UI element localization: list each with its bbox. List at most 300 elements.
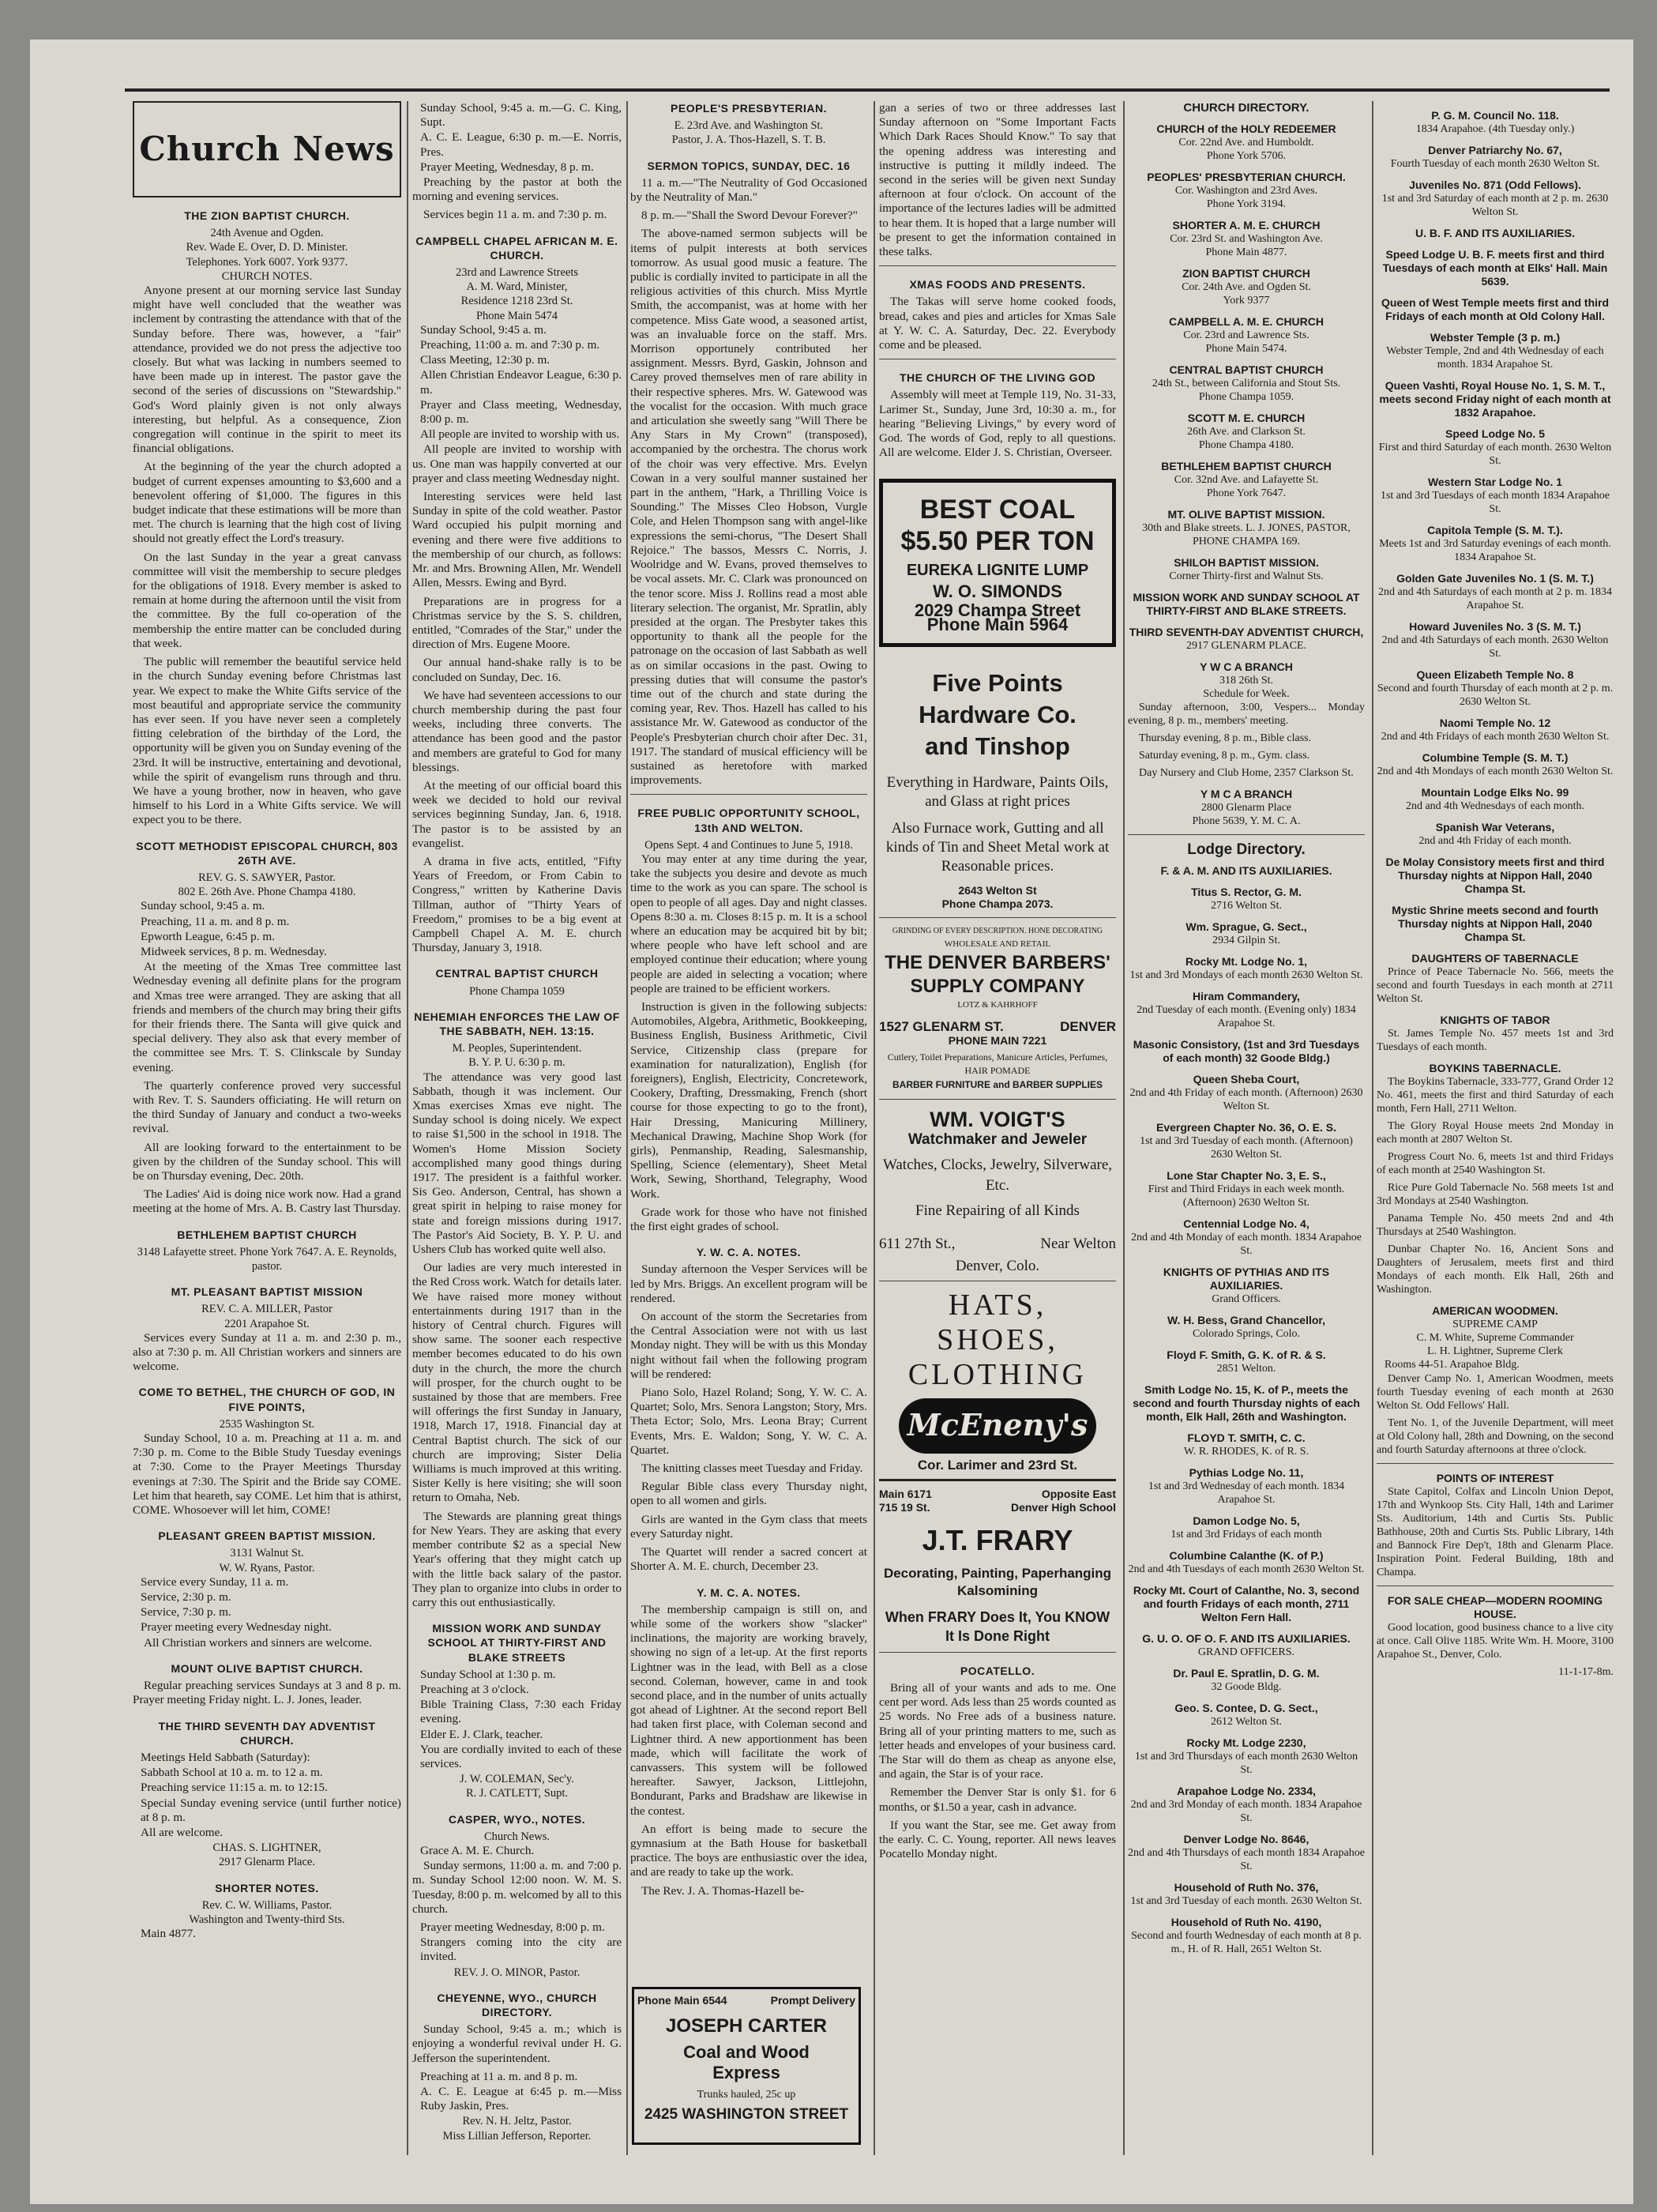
- church-entry-name: CHURCH of the HOLY REDEEMER: [1156, 122, 1336, 135]
- lecture-para: gan a series of two or three addresses last Sunday afternoon on "Some Important Facts Which Dark Races Should Know." To say that the opening address was interesting and instructive is putting it mildly indeed. The second in the series will be given next Sunday afternoon at four o'clock. On account of the importance of the lectures ladies will be admitted to hear them. It is hoped that a large number will be present to get the information contained in these talks.: [879, 101, 1116, 259]
- ywca-branch-addr: 318 26th St.: [1219, 675, 1274, 687]
- church-entry-phone: Phone Champa 1059.: [1198, 391, 1294, 403]
- mission-sched: Elder E. J. Clark, teacher.: [420, 1727, 543, 1741]
- lodge-entry-name: Rocky Mt. Lodge No. 1,: [1185, 955, 1307, 968]
- shorter-addr: Washington and Twenty-third Sts.: [189, 1913, 345, 1926]
- frary-services: Decorating, Painting, Paperhanging Kalsomining: [883, 1565, 1112, 1598]
- kp-entry-name: Columbine Calanthe (K. of P.): [1169, 1549, 1324, 1562]
- nehemiah-line: M. Peoples, Superintendent.: [452, 1042, 582, 1055]
- sale-para: Good location, good business chance to a live city at once. Call Olive 1185. Write Wm. H. Moore, 3100 Arapahoe St., Denver, Colo.: [1377, 1622, 1614, 1661]
- coal-dealer: W. O. SIMONDS: [933, 581, 1062, 601]
- church-entry-name: SCOTT M. E. CHURCH: [1187, 412, 1306, 424]
- ubf-entry-detail: Meets 1st and 3rd Saturday evenings of each month. 1834 Arapahoe St.: [1379, 538, 1611, 563]
- kp-entry-name: Rocky Mt. Court of Calanthe, No. 3, second and fourth Fridays of each month, 2711 Welton Fern Hall.: [1133, 1584, 1360, 1623]
- adventist-sched: Special Sunday evening service (until further notice) at 8 p. m.: [141, 1796, 401, 1824]
- ymca-para: The Rev. J. A. Thomas-Hazell be-: [641, 1883, 805, 1898]
- ubf-entry-name: Howard Juveniles No. 3 (S. M. T.): [1409, 620, 1581, 633]
- woodmen-line: Tent No. 1, of the Juvenile Department, will meet at Old Colony hall, 28th and Downing, on the second and fourth Saturday afternoons at three o'clock.: [1377, 1417, 1614, 1456]
- barbers-line: Cutlery, Toilet Preparations, Manicure Articles, Perfumes, HAIR POMADE: [887, 1051, 1108, 1077]
- mission-sign: R. J. CATLETT, Supt.: [465, 1787, 569, 1800]
- xmas-heading: XMAS FOODS AND PRESENTS.: [909, 278, 1086, 292]
- hardware-ad: [879, 668, 1116, 911]
- mceneny-line: HATS,: [948, 1288, 1047, 1322]
- adventist-heading: THE THIRD SEVENTH DAY ADVENTIST CHURCH.: [158, 1719, 376, 1747]
- kp-entry-detail: 2nd and 4th Tuesdays of each month 2630 Welton St.: [1128, 1563, 1365, 1575]
- campbell-para: A drama in five acts, entitled, "Fifty Years of Freedom, or From Cabin to Congress," written by Katherine Davis Tillman, author of "Thirty Years of Freedom," promises to be a big event at Campbell Chapel A. M. E. church Thursday, January 3, 1918.: [412, 854, 622, 955]
- mceneny-addr: Cor. Larimer and 23rd St.: [917, 1457, 1078, 1473]
- carter-name: JOSEPH CARTER: [665, 2015, 828, 2037]
- lodge-list: [1128, 886, 1365, 1258]
- woodmen-line: Rooms 44-51. Arapahoe Bldg.: [1385, 1359, 1520, 1371]
- ywca-branch-line: Thursday evening, 8 p. m., Bible class.: [1139, 732, 1312, 744]
- pocatello-heading: POCATELLO.: [960, 1664, 1035, 1677]
- barbers-ad: [879, 924, 1116, 1092]
- barbers-owners: LOTZ & KAHRHOFF: [957, 1000, 1038, 1010]
- church-entry-phone: Phone Main 4877.: [1205, 246, 1287, 258]
- divider: [879, 1099, 1116, 1100]
- casper-heading: CASPER, WYO., NOTES.: [448, 1812, 586, 1826]
- school-opens: Opens Sept. 4 and Continues to June 5, 1918.: [644, 838, 853, 852]
- kp-entry-detail: 1st and 3rd Wednesday of each month. 1834 Arapahoe St.: [1148, 1480, 1345, 1506]
- woodmen-camp: SUPREME CAMP: [1452, 1319, 1538, 1330]
- zion-addr: 24th Avenue and Ogden.: [210, 227, 324, 240]
- church-entry-detail: 30th and Blake streets. L. J. JONES, PASTOR, PHONE CHAMPA 169.: [1142, 522, 1351, 547]
- hardware-line: Hardware Co.: [919, 701, 1076, 729]
- xmas-para: The Takas will serve home cooked foods, bread, cakes and pies and articles for Xmas Sale at Y. W. C. A. Saturday, Dec. 22. Everybody come and be pleased.: [879, 295, 1116, 352]
- kp-entry-name: Floyd F. Smith, G. K. of R. & S.: [1167, 1349, 1326, 1361]
- scott-sched: Sunday school, 9:45 a. m.: [141, 899, 265, 913]
- boykins-para: The Glory Royal House meets 2nd Monday in each month at 2807 Welton St.: [1377, 1120, 1614, 1146]
- ywca-para: Regular Bible class every Thursday night, open to all women and girls.: [630, 1480, 867, 1508]
- ywca-para: Girls are wanted in the Gym class that meets every Saturday night.: [630, 1512, 867, 1540]
- church-directory-title: CHURCH DIRECTORY.: [1183, 101, 1309, 115]
- church-entry-name: ZION BAPTIST CHURCH: [1182, 267, 1310, 280]
- campbell-minister: A. M. Ward, Minister,: [466, 280, 568, 294]
- frary-phone: Main 6171: [879, 1487, 932, 1500]
- column-divider: [1123, 101, 1125, 2155]
- ubf-entry-detail: First and third Saturday of each month. 2630 Welton St.: [1378, 442, 1612, 467]
- shorter-sched: A. C. E. League, 6:30 p. m.—E. Norris, Pres.: [420, 130, 622, 159]
- divider: [879, 917, 1116, 918]
- guoof-entry-name: Arapahoe Lodge No. 2334,: [1177, 1785, 1316, 1797]
- hardware-line: and Tinshop: [925, 732, 1070, 761]
- bethel-addr: 2535 Washington St.: [219, 1417, 315, 1431]
- scott-para: All are looking forward to the entertainment to be given by the children of the Sunday school. This will be on Thursday evening, Dec. 20th.: [133, 1140, 401, 1183]
- kp-list: [1128, 1314, 1365, 1624]
- bethlehem-heading: BETHLEHEM BAPTIST CHURCH: [177, 1228, 357, 1241]
- church-entry-phone: Phone York 5706.: [1206, 150, 1287, 162]
- guoof-entry-detail: 2nd and 4th Thursdays of each month 1834 Arapahoe St.: [1128, 1847, 1365, 1872]
- cheyenne-heading: CHEYENNE, WYO., CHURCH DIRECTORY.: [437, 1991, 597, 2018]
- column-5: [1128, 101, 1365, 2155]
- scott-heading: SCOTT METHODIST EPISCOPAL CHURCH, 803 26TH AVE.: [136, 839, 398, 867]
- cheyenne-para: Sunday School, 9:45 a. m.; which is enjoying a wonderful revival under H. G. Jefferson the superintendent.: [412, 2022, 622, 2065]
- olive-para: Regular preaching services Sundays at 3 and 8 p. m. Prayer meeting Friday night. L. J. Jones, leader.: [133, 1679, 401, 1707]
- coal-addr: 2029 Champa Street: [914, 600, 1081, 620]
- kp-entry-detail: W. R. RHODES, K. of R. S.: [1183, 1446, 1309, 1458]
- campbell-res: Residence 1218 23rd St.: [460, 295, 573, 308]
- guoof-grand: GRAND OFFICERS.: [1197, 1646, 1295, 1658]
- boykins-para: Progress Court No. 6, meets 1st and third Fridays of each month at 2540 Washington St.: [1377, 1151, 1614, 1176]
- carter-ad: [632, 1987, 861, 2145]
- lodge-entry-detail: First and Third Fridays in each week month. (Afternoon) 2630 Welton St.: [1148, 1183, 1345, 1209]
- points-para: State Capitol, Colfax and Lincoln Union Depot, 17th and Wynkoop Sts. City Hall, 14th and Larimer Sts. Auditorium, 14th and Curtis Sts. Public Bathhouse, 20th and Curtis Sts. Public Library, 14th and Bannock Fire Dep't, 18th and Glenarm Place. Inspiration Point. Federal Building, 18th and Champa.: [1377, 1486, 1614, 1578]
- kp-entry-detail: 2851 Welton.: [1216, 1363, 1276, 1375]
- scott-sched: Midweek services, 8 p. m. Wednesday.: [141, 944, 327, 958]
- boykins-para: Rice Pure Gold Tabernacle No. 568 meets 1st and 3rd Mondays at 2540 Washington.: [1377, 1182, 1614, 1207]
- pleasant-addr: 2201 Arapahoe St.: [224, 1317, 310, 1330]
- church-entry-name: BETHLEHEM BAPTIST CHURCH: [1161, 460, 1332, 472]
- column-divider: [874, 101, 875, 2155]
- tabor-para: St. James Temple No. 457 meets 1st and 3rd Tuesdays of each month.: [1377, 1028, 1614, 1053]
- zion-heading: THE ZION BAPTIST CHURCH.: [184, 209, 350, 222]
- divider: [879, 265, 1116, 266]
- divider: [630, 794, 867, 795]
- church-entry-detail: Corner Thirty-first and Walnut Sts.: [1169, 570, 1324, 582]
- points-heading: POINTS OF INTEREST: [1436, 1472, 1554, 1484]
- ubf-entry-detail: Webster Temple, 2nd and 4th Wednesday of each month. 1834 Arapahoe St.: [1386, 345, 1604, 371]
- peoples-addr: E. 23rd Ave. and Washington St.: [674, 119, 824, 133]
- coal-ad: [879, 479, 1116, 647]
- ubf-entry-name: Naomi Temple No. 12: [1439, 717, 1551, 729]
- guoof-entry-detail: 2nd and 3rd Monday of each month. 1834 Arapahoe St.: [1130, 1799, 1362, 1824]
- zion-para: Anyone present at our morning service last Sunday might have well concluded that the weather was inclement by contrasting the attendance with that of the Sunday before. There was, however, a "fair" attendance, provided we do not press the adjective too closely. But what was lacking in numbers seemed to have been made up in interest. The pastor gave the second of the series of discussions on "Stewardship." God's Word plainly given is not only always interesting, but helpful. As a consequence, Zion congregation will continue in the spirit to meet its financial obligations.: [133, 284, 401, 456]
- peoples-pastor: Pastor, J. A. Thos-Hazell, S. T. B.: [671, 134, 826, 147]
- ywca-para: On account of the storm the Secretaries from the Central Association were not with us last Monday night. They will be with us this Monday night without fail when the following program will be rendered:: [630, 1310, 867, 1381]
- guoof-entry-detail: 2612 Welton St.: [1210, 1716, 1282, 1728]
- ubf-entry-name: Western Star Lodge No. 1: [1427, 476, 1563, 488]
- boykins-para: Panama Temple No. 450 meets 2nd and 4th Thursdays at 2540 Washington.: [1377, 1213, 1614, 1238]
- voigt-trade: Watchmaker and Jeweler: [907, 1130, 1088, 1148]
- scott-para: The Ladies' Aid is doing nice work now. Had a grand meeting at the home of Mrs. A. B. Castry last Thursday.: [133, 1187, 401, 1216]
- ywca-para: The knitting classes meet Tuesday and Friday.: [641, 1462, 863, 1476]
- ubf-entry-detail: 2nd and 4th Saturdays of each month. 2630 Welton St.: [1381, 634, 1609, 660]
- barbers-addr: 1527 GLENARM ST.: [879, 1019, 1004, 1035]
- odd-fellows-entry-name: Denver Patriarchy No. 67,: [1428, 144, 1562, 156]
- nehemiah-para: The Stewards are planning great things for New Years. They are asking that every member contribute $2 as a special New Year's offering that they might catch up with the little back salary of the pastor. They plan to organize into clubs in order to carry this out enthusiastically.: [412, 1509, 622, 1609]
- voigt-near: Near Welton: [1040, 1236, 1116, 1253]
- divider: [1377, 1463, 1614, 1464]
- casper-para: Strangers coming into the city are invited.: [420, 1936, 622, 1964]
- barbers-name: THE DENVER BARBERS': [885, 952, 1110, 974]
- ywca-branch-line: Sunday afternoon, 3:00, Vespers... Monday evening, 8 p. m., members' meeting.: [1128, 702, 1365, 727]
- campbell-para: Preparations are in progress for a Christmas service by the S. S. children, entitled, "Comrades of the Star," under the direction of Mrs. Eugene Moore.: [412, 594, 622, 652]
- campbell-para: Our annual hand-shake rally is to be concluded on Sunday, Dec. 16.: [412, 656, 622, 684]
- shorter-sched: Sunday School, 9:45 a. m.—G. C. King, Supt.: [420, 101, 622, 130]
- carter-line: Express: [712, 2063, 780, 2082]
- guoof-entry-name: Household of Ruth No. 4190,: [1170, 1916, 1322, 1928]
- hardware-phone: Phone Champa 2073.: [941, 897, 1054, 911]
- hardware-line: Everything in Hardware, Paints Oils, and Glass at right prices: [886, 774, 1109, 811]
- casper-para: REV. J. O. MINOR, Pastor.: [453, 1966, 581, 1979]
- hardware-line: Also Furnace work, Gutting and all kinds of Tin and Sheet Metal work at Reasonable prices.: [885, 820, 1110, 875]
- scott-addr: 802 E. 26th Ave. Phone Champa 4180.: [178, 886, 356, 899]
- cheyenne-para: Rev. N. H. Jeltz, Pastor.: [462, 2115, 572, 2128]
- coal-type: EUREKA LIGNITE LUMP: [906, 562, 1089, 580]
- mission-heading: MISSION WORK AND SUNDAY SCHOOL AT THIRTY-FIRST AND BLAKE STREETS: [427, 1622, 607, 1664]
- scott-pastor: REV. G. S. SAWYER, Pastor.: [198, 871, 336, 884]
- church-entry-detail: Cor. Washington and 23rd Aves.: [1174, 185, 1318, 197]
- odd-fellows-entry-name: P. G. M. Council No. 118.: [1431, 109, 1559, 122]
- ubf-entry-name: Queen Elizabeth Temple No. 8: [1416, 668, 1574, 681]
- divider: [879, 1652, 1116, 1653]
- peoples-para: The above-named sermon subjects will be items of pulpit interests at both services tomorrow. As usual good music a feature. The public is cordially invited to participate in all the religious activities of this church. Miss Myrtle Smith, the accompanist, was at home with her competence. Miss Gate wood, a seasoned artist, was an invaluable force on the staff. Mrs. Morrison opportunely contributed her assignment. Messrs. Byrd, Gaskin, Johnson and Carey proved themselves men of rare ability in their respective spheres. Mrs. W. Gatewood was the vocalist for the occasion. With much grace and articulation she sweetly sang "Will There be Any Stars in My Crown" (transposed), accompanied by the orchestra. The chorus work of the choir was very effective. Mrs. Evelyn Cowan in a very soulful manner sustained her part in the anthem, "Hark, a Thrilling Voice is Sounding." The Misses Cleo Hobson, Vurgle Cole, and Helen Thompson sang with angel-like expressions the semi-chorus, "The Desert Shall Rejoice." The bassos, Messrs C. Norris, J. Woolridge and W. Evans, proved themselves to be vocal assets. Mr. C. Clark was pronounced on the tenor score. Miss J. Rollins read a most able literary selection. The organist, Mr. Spratlin, ably presided at the organ. The Presbyter takes this opportunity to thank all the people for the patronage on the occasion of last Sabbath as well as on similar occasions in the past. Owing to pressing duties that will consume the pastor's time out of the church and state during the coming year, Rev. Thos. Hazell has called to his assistance Mr. W. Gatewood as conductor of the People's Presbyterian church choir after Dec. 31, 1917. The standard of musical efficiency will be sustained as heretofore with marked improvements.: [630, 227, 867, 788]
- top-rule: [125, 88, 1610, 92]
- voigt-line: Watches, Clocks, Jewelry, Silverware, Etc.: [882, 1156, 1113, 1194]
- church-entry-detail: 24th St., between California and Stout Sts.: [1152, 378, 1341, 389]
- ubf-entry-detail: 2nd and 4th Wednesdays of each month.: [1405, 800, 1585, 812]
- church-entry-phone: Phone York 7647.: [1206, 487, 1287, 499]
- ubf-entry-name: Mystic Shrine meets second and fourth Thursday nights at Nippon Hall, 2040 Champa St.: [1392, 904, 1599, 943]
- zion-para: The public will remember the beautiful service held in the church Sunday evening before Christmas last year. We expect to make the White Gifts service of the most beautiful and appropriate service the community has ever seen. If you have never seen a completely fitting celebration of the birthday of the Lord, the opportunity will be given you on Sunday evening of the 23rd. It will be instructive, entertaining and devotional, while the spirit of evangelism runs through and thru. We have a young brother, now in heaven, who gave himself to his Lord in a White Gifts service. We will expect you to be there.: [133, 655, 401, 827]
- central-heading: CENTRAL BAPTIST CHURCH: [435, 967, 599, 980]
- carter-topline: [637, 1994, 855, 2007]
- ymca-branch-heading: Y M C A BRANCH: [1200, 788, 1293, 800]
- pocatello-para: Bring all of your wants and ads to me. One cent per word. Ads less than 25 words counted as 25 words. No Free ads of a business nature. Bring all of your printing matters to me, such as letter heads and envelopes of your business card. The Star will do them as cheap as anyone else, and again, the Star is of your race.: [879, 1680, 1116, 1781]
- church-entry-phone: Phone York 3194.: [1206, 198, 1287, 210]
- lodge-entry-detail: 2934 Gilpin St.: [1212, 935, 1280, 946]
- adventist-sched: Sabbath School at 10 a. m. to 12 a. m.: [141, 1766, 323, 1780]
- church-entry-name: MT. OLIVE BAPTIST MISSION.: [1167, 508, 1325, 521]
- school-para: You may enter at any time during the year, take the subjects you desire and devote as much time to the work as you can spare. The school is open to people of all ages. Day and night classes. Opens 8:30 a. m. Closes 8:15 p. m. It is a school where an education may be acquired bit by bit; where people who have left school and are employed continue their education; where young people are aided in selecting a vocation; where people are trained to be efficient workers.: [630, 852, 867, 995]
- green-para: All Christian workers and sinners are welcome.: [144, 1635, 372, 1650]
- shorter-sched: Prayer Meeting, Wednesday, 8 p. m.: [420, 160, 594, 174]
- lodge-entry-detail: 1st and 3rd Tuesday of each month. (Afternoon) 2630 Welton St.: [1140, 1135, 1353, 1161]
- green-sched: Service, 7:30 p. m.: [141, 1605, 231, 1620]
- zion-minister: Rev. Wade E. Over, D. D. Minister.: [186, 241, 348, 254]
- casper-para: Prayer meeting Wednesday, 8:00 p. m.: [420, 1920, 605, 1934]
- scott-para: At the meeting of the Xmas Tree committee last Wednesday evening all definite plans for the program and Xmas tree were arranged. They are asking that all friends and members of the church may bring their gifts for their friends there. The Santa will give quick and special delivery. They also ask that every member of the committee see Mrs. T. S. Clinkscale by Sunday evening.: [133, 960, 401, 1074]
- carter-addr: 2425 WASHINGTON STREET: [644, 2106, 849, 2123]
- voigt-line: Fine Repairing of all Kinds: [915, 1202, 1080, 1219]
- odd-fellows-entry-detail: Fourth Tuesday of each month 2630 Welton St.: [1390, 158, 1600, 170]
- kp-entry-detail: Colorado Springs, Colo.: [1192, 1328, 1301, 1340]
- lodge-entry-detail: 1st and 3rd Mondays of each month 2630 Welton St.: [1129, 969, 1363, 981]
- woodmen-heading: AMERICAN WOODMEN.: [1432, 1304, 1558, 1317]
- odd-fellows-entry-detail: 1834 Arapahoe. (4th Tuesday only.): [1415, 123, 1575, 135]
- casper-para: Sunday sermons, 11:00 a. m. and 7:00 p. m. Sunday School 12:00 noon. W. M. S. Tuesday, 8:00 p. m. welcomed by all to this church.: [412, 1859, 622, 1916]
- adventist-signaddr: 2917 Glenarm Place.: [218, 1856, 315, 1869]
- woodmen-line: Denver Camp No. 1, American Woodmen, meets fourth Tuesday evening of each month at 2630 Welton St. Odd Fellows' Hall.: [1377, 1373, 1614, 1412]
- ubf-entry-detail: 2nd and 4th Mondays of each month 2630 Welton St.: [1377, 766, 1614, 777]
- pleasant-heading: MT. PLEASANT BAPTIST MISSION: [171, 1285, 363, 1299]
- ymca-para: An effort is being made to secure the gymnasium at the Bath House for basketball practice. The boys are enthusiastic over the idea, and are ready to take up the work.: [630, 1822, 867, 1879]
- campbell-para: At the meeting of our official board this week we decided to hold our revival services beginning Sunday, Jan. 6, 1918. The pastor is to be assisted by an evangelist.: [412, 778, 622, 850]
- lodge-directory-title: Lodge Directory.: [1187, 841, 1306, 858]
- ubf-entry-name: Mountain Lodge Elks No. 99: [1421, 786, 1569, 799]
- ywca-heading: Y. W. C. A. NOTES.: [696, 1246, 802, 1259]
- barbers-phone: PHONE MAIN 7221: [948, 1034, 1047, 1048]
- campbell-phone: Phone Main 5474: [475, 309, 558, 322]
- hardware-addr: 2643 Welton St: [958, 884, 1037, 897]
- nehemiah-para: The attendance was very good last Sabbath, though it was inclement. Our Xmas exercises Xmas eve night. The Sunday school is doing nicely. We expect to raise $1,500 in the school in 1918. The Women's Home Mission Society accomplished many good things during 1917. The president is a faithful worker. Sis Geo. Anderson, Central, has shown a great spirit in helping to raise money for state and foreign missions during 1917. The Pastor's Aid Society, B. Y. P. U. and Ushers Club has worked quite well also.: [412, 1070, 622, 1257]
- campbell-sched: All people are invited to worship with us. One man was happily converted at our prayer and class meeting Wednesday night.: [412, 442, 622, 485]
- green-pastor: W. W. Ryans, Pastor.: [219, 1561, 315, 1574]
- divider: [1128, 834, 1365, 835]
- ubf-entry-detail: 2nd and 4th Friday of each month.: [1418, 835, 1572, 847]
- adventist-sign: CHAS. S. LIGHTNER,: [212, 1841, 321, 1855]
- guoof-entry-name: Denver Lodge No. 8646,: [1183, 1833, 1309, 1845]
- frary-slogan: When FRARY Does It, You KNOW It Is Done Right: [885, 1608, 1110, 1644]
- shorter-heading: SHORTER NOTES.: [215, 1881, 319, 1894]
- lodge-entry-name: Evergreen Chapter No. 36, O. E. S.: [1156, 1121, 1336, 1134]
- church-entry-name: PEOPLES' PRESBYTERIAN CHURCH.: [1147, 171, 1346, 183]
- barbers-name: SUPPLY COMPANY: [910, 976, 1085, 998]
- column-6: [1377, 101, 1614, 2155]
- guoof-entry-name: Rocky Mt. Lodge 2230,: [1186, 1736, 1306, 1749]
- kp-entry-name: W. H. Bess, Grand Chancellor,: [1167, 1314, 1325, 1326]
- mission-sched: Bible Training Class, 7:30 each Friday evening.: [420, 1698, 622, 1726]
- church-entry-detail: Cor. 24th Ave. and Ogden St.: [1182, 281, 1311, 293]
- green-addr: 3131 Walnut St.: [230, 1547, 304, 1560]
- church-entry-name: SHILOH BAPTIST MISSION.: [1174, 556, 1319, 569]
- ubf-entry-name: Spanish War Veterans,: [1435, 821, 1555, 833]
- church-entry-phone: York 9377: [1223, 295, 1270, 307]
- kp-grand: Grand Officers.: [1212, 1293, 1281, 1305]
- church-entry-name: THIRD SEVENTH-DAY ADVENTIST CHURCH,: [1129, 626, 1364, 638]
- peoples-sched: 8 p. m.—"Shall the Sword Devour Forever?": [641, 209, 858, 223]
- kp-entry-name: FLOYD T. SMITH, C. C.: [1187, 1431, 1306, 1444]
- boykins-para: Dunbar Chapter No. 16, Ancient Sons and Daughters of Jerusalem, meets first and third Mondays of each month. Elk Hall, 26th and Washington.: [1377, 1243, 1614, 1296]
- church-entry-detail: 26th Ave. and Clarkson St.: [1187, 426, 1306, 438]
- mceneny-logo: [899, 1398, 1096, 1454]
- lodge-entry-detail: 2nd and 4th Monday of each month. 1834 Arapahoe St.: [1131, 1232, 1362, 1257]
- lodge-entry-name: Wm. Sprague, G. Sect.,: [1185, 920, 1307, 933]
- living-para: Assembly will meet at Temple 119, No. 31-33, Larimer St., Sunday, June 3rd, 10:30 a. m., for hearing "Believing Livings," by every word of God. The words of God, reply to all questions. All are welcome. Elder J. S. Christian, Overseer.: [879, 388, 1116, 460]
- boykins-para: The Boykins Tabernacle, 333-777, Grand Order 12 No. 461, meets the first and third Saturday of each month, Fern Hall, 2711 Welton.: [1377, 1076, 1614, 1115]
- ubf-entry-name: De Molay Consistory meets first and third Thursday nights at Nippon Hall, 2040 Champa St.: [1385, 856, 1605, 895]
- guoof-entry-detail: 32 Goode Bldg.: [1211, 1681, 1282, 1693]
- ubf-entry-name: Queen Vashti, Royal House No. 1, S. M. T., meets second Friday night of each month at 1832 Arapahoe.: [1379, 379, 1611, 419]
- sale-heading: FOR SALE CHEAP—MODERN ROOMING HOUSE.: [1387, 1594, 1603, 1620]
- bethel-para: Sunday School, 10 a. m. Preaching at 11 a. m. and 7:30 p. m. Come to the Bible Study Tuesday evenings at 7:30. Come to the Prayer Meetings Thursday evenings at 7:30. The Spirit and the Bride say COME. Let him that heareth, say COME. Let him that is athirst, COME. Whosoever will let him, COME!: [133, 1431, 401, 1518]
- pocatello-para: Remember the Denver Star is only $1. for 6 months, or $1.50 a year, cash in advance.: [879, 1785, 1116, 1814]
- scott-para: The quarterly conference proved very successful with Rev. T. S. Saunders officiating. He will return on the third Sunday of January and conduct a two-weeks revival.: [133, 1078, 401, 1136]
- boykins-heading: BOYKINS TABERNACLE.: [1429, 1062, 1561, 1074]
- tabor-heading: KNIGHTS OF TABOR: [1440, 1014, 1550, 1026]
- lodge-entry-name: Queen Sheba Court,: [1193, 1073, 1300, 1085]
- frary-top: [879, 1488, 1116, 1501]
- church-entry-name: MISSION WORK AND SUNDAY SCHOOL AT THIRTY-FIRST AND BLAKE STREETS.: [1133, 591, 1360, 617]
- frary-opp: Opposite East: [1041, 1487, 1116, 1500]
- carter-phone: Phone Main 6544: [637, 1994, 727, 2007]
- zion-phone: Telephones. York 6007. York 9377.: [186, 255, 348, 269]
- church-entry-detail: Cor. 23rd and Lawrence Sts.: [1183, 329, 1309, 341]
- barbers-line: BARBER FURNITURE and BARBER SUPPLIES: [892, 1079, 1103, 1091]
- frary-name: J.T. FRARY: [922, 1523, 1073, 1556]
- ymca-para: The membership campaign is still on, and while some of the workers show "slacker" inclinations, the majority are working bravely, showing no sign of a let-up. At the first reports Lightner was in the lead, with Bell as a close second. Coleman, however, came in and took second place, and in the number of units actually got ahead of Lightner. At the second report Bell had taken first place, with Coleman second and Lightner third. A new apportionment has been made, which will facilitate the work of canvassers. This system will be followed hereafter. Sawyer, Jackson, Littlejohn, Bondurant, Parks and Bradshaw are likewise in the contest.: [630, 1602, 867, 1818]
- ymca-branch-phone: Phone 5639, Y. M. C. A.: [1192, 815, 1301, 827]
- ubf-entry-name: Webster Temple (3 p. m.): [1430, 331, 1561, 344]
- mceneny-line: CLOTHING: [907, 1357, 1088, 1391]
- masthead-title: Church News: [139, 129, 395, 168]
- adventist-sched: Meetings Held Sabbath (Saturday):: [141, 1750, 310, 1764]
- shorter-pastor: Rev. C. W. Williams, Pastor.: [201, 1898, 333, 1912]
- church-entry-phone: Phone Champa 4180.: [1198, 439, 1294, 451]
- campbell-sched: All people are invited to worship with us.: [420, 427, 620, 442]
- frary-addr: 715 19 St.: [879, 1500, 930, 1514]
- mission-sched: You are cordially invited to each of these services.: [420, 1742, 622, 1770]
- voigt-city: Denver, Colo.: [955, 1258, 1040, 1275]
- mceneny-line: SHOES,: [937, 1322, 1058, 1356]
- ubf-entry-name: Speed Lodge No. 5: [1445, 427, 1545, 440]
- tabernacle-para: Prince of Peace Tabernacle No. 566, meets the second and fourth Tuesdays in each month at 2711 Welton St.: [1377, 966, 1614, 1005]
- barbers-addr-row: [879, 1020, 1116, 1034]
- ymca-heading: Y. M. C. A. NOTES.: [697, 1586, 801, 1599]
- mission-sched: Sunday School at 1:30 p. m.: [420, 1667, 556, 1681]
- ymca-branch-addr: 2800 Glenarm Place: [1200, 802, 1292, 814]
- kp-entry-name: Damon Lodge No. 5,: [1193, 1514, 1300, 1527]
- church-entry-detail: 2917 GLENARM PLACE.: [1185, 640, 1307, 652]
- divider: [879, 1479, 1116, 1481]
- sale-date: 11-1-17-8m.: [1558, 1666, 1614, 1678]
- coal-phone: Phone Main 5964: [926, 615, 1069, 635]
- ubf-entry-name: Columbine Temple (S. M. T.): [1422, 751, 1569, 764]
- guoof-entry-name: Geo. S. Contee, D. G. Sect.,: [1174, 1702, 1318, 1714]
- column-1: [133, 101, 401, 2155]
- mceneny-logo-text: McEneny's: [907, 1407, 1088, 1443]
- column-2: [412, 101, 622, 2155]
- kp-entry-detail: 1st and 3rd Fridays of each month: [1170, 1529, 1322, 1540]
- ubf-entry-name: Golden Gate Juveniles No. 1 (S. M. T.): [1396, 572, 1594, 585]
- kp-heading: KNIGHTS OF PYTHIAS AND ITS AUXILIARIES.: [1163, 1266, 1330, 1292]
- shorter-phone: Main 4877.: [141, 1927, 197, 1941]
- kp-entry-name: Smith Lodge No. 15, K. of P., meets the second and fourth Thursday nights of each month, Elk Hall, 26th and Washington.: [1133, 1383, 1360, 1423]
- adventist-sched: All are welcome.: [141, 1825, 224, 1839]
- adventist-sched: Preaching service 11:15 a. m. to 12:15.: [141, 1781, 328, 1795]
- voigt-addr-row: [879, 1237, 1116, 1251]
- ubf-entry-name: Queen of West Temple meets first and third Fridays of each month at Old Colony Hall.: [1381, 296, 1610, 322]
- odd-fellows-list: [1377, 109, 1614, 219]
- column-divider: [626, 101, 628, 2155]
- pleasant-para: Services every Sunday at 11 a. m. and 2:30 p. m., also at 7:30 p. m. All Christian workers and sinners are welcome.: [133, 1330, 401, 1374]
- church-entry-name: CAMPBELL A. M. E. CHURCH: [1169, 315, 1324, 328]
- lodge-entry-name: Masonic Consistory, (1st and 3rd Tuesdays of each month) 32 Goode Bldg.): [1133, 1038, 1360, 1064]
- campbell-para: Interesting services were held last Sunday in spite of the cold weather. Pastor Ward occupied his pulpit morning and evening and there were five additions to the membership of our church, as follows: Mr. and Mrs. Browning Allen, Mr. Wendell Allen, Messrs. Ewing and Byrd.: [412, 490, 622, 590]
- church-entry-detail: Cor. 32nd Ave. and Lafayette St.: [1174, 474, 1319, 486]
- mission-sign: J. W. COLEMAN, Sec'y.: [460, 1773, 574, 1786]
- lodge-entry-name: Lone Star Chapter No. 3, E. S.,: [1167, 1169, 1326, 1182]
- school-para: Grade work for those who have not finished the first eight grades of school.: [630, 1205, 867, 1234]
- odd-fellows-entry-detail: 1st and 3rd Saturday of each month at 2 p. m. 2630 Welton St.: [1381, 193, 1609, 218]
- lodge-entry-name: Centennial Lodge No. 4,: [1183, 1217, 1309, 1230]
- peoples-sched: 11 a. m.—"The Neutrality of God Occasioned by the Neutrality of Man.": [630, 175, 867, 205]
- casper-para: Grace A. M. E. Church.: [420, 1843, 535, 1857]
- central-phone: Phone Champa 1059: [469, 984, 565, 998]
- tabernacle-heading: DAUGHTERS OF TABERNACLE: [1411, 952, 1579, 965]
- column-divider: [1372, 101, 1373, 2155]
- odd-fellows-entry-name: Juveniles No. 871 (Odd Fellows).: [1409, 179, 1581, 191]
- column-4: [879, 101, 1116, 2155]
- pleasant-pastor: REV. C. A. MILLER, Pastor: [201, 1303, 333, 1316]
- ubf-list: [1377, 248, 1614, 944]
- hardware-line: Five Points: [932, 669, 1063, 698]
- lodge-entry-detail: 2nd and 4th Friday of each month. (Afternoon) 2630 Welton St.: [1129, 1087, 1363, 1112]
- barbers-line: WHOLESALE AND RETAIL: [944, 939, 1051, 950]
- frary-ad: [879, 1488, 1116, 1646]
- ywca-branch-sched: Schedule for Week.: [1203, 688, 1290, 700]
- guoof-entry-name: Household of Ruth No. 376,: [1174, 1881, 1319, 1894]
- frary-opp2: Denver High School: [1010, 1500, 1116, 1514]
- ywca-para: The Quartet will render a sacred concert at Shorter A. M. E. church, December 23.: [630, 1545, 867, 1574]
- ywca-branch-heading: Y W C A BRANCH: [1200, 660, 1293, 673]
- ubf-entry-detail: 2nd and 4th Fridays of each month 2630 Welton St.: [1381, 731, 1610, 743]
- ubf-entry-name: Speed Lodge U. B. F. meets first and third Tuesdays of each month at Elks' Hall. Main 5639.: [1382, 248, 1608, 288]
- ywca-para: Sunday afternoon the Vesper Services will be led by Mrs. Briggs. An excellent program will be rendered.: [630, 1262, 867, 1305]
- voigt-name: WM. VOIGT'S: [930, 1107, 1065, 1131]
- guoof-entry-detail: 1st and 3rd Tuesday of each month. 2630 Welton St.: [1130, 1895, 1362, 1907]
- aam-heading: F. & A. M. AND ITS AUXILIARIES.: [1160, 864, 1332, 877]
